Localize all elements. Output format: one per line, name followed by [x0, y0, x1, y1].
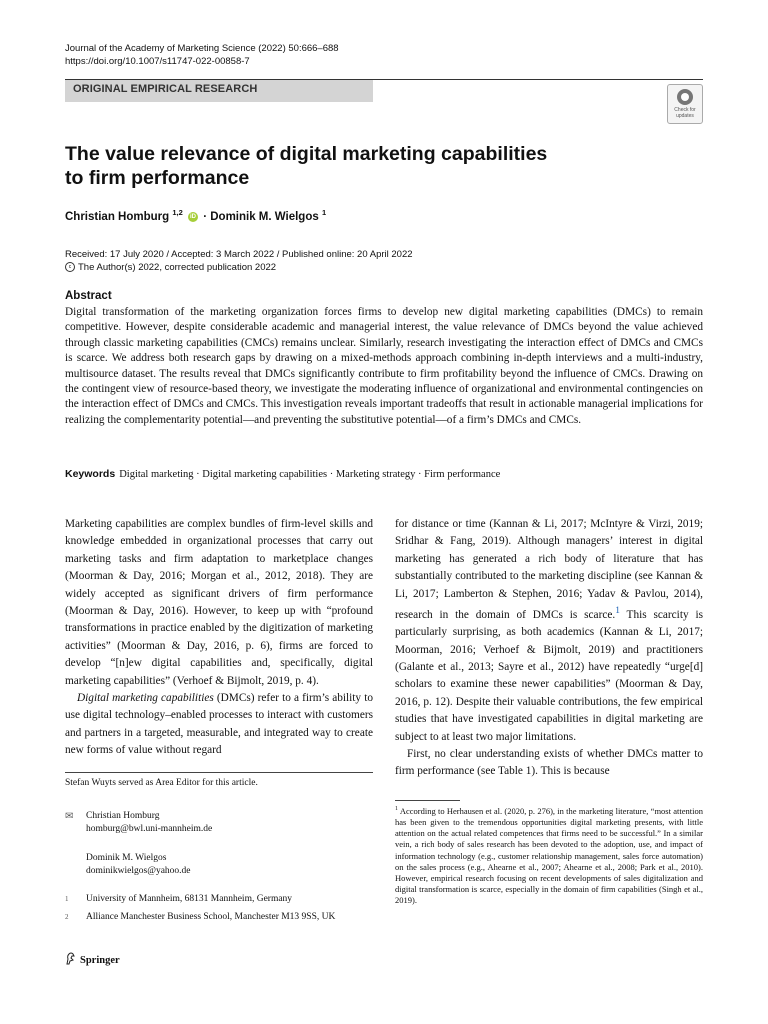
publisher-logo — [65, 952, 120, 966]
body-paragraph: Marketing capabilities are complex bundles of firm-level skills and knowledge embedded in organizational processes that carry out marketing tasks and firm adaptation to marketplace changes (Moorman & Day, 2016; Morgan et al., 2012, 2018). They are widely accepted as significant drivers of firm performance (Moorman & Day, 2016). However, to keep up with “profound transformations in practice enabled by the digitization of marketing activities” (Moorman & Day, 2016, p. 6), firms are forced to develop “[n]ew digital capabilities and, specifically, digital marketing capabilities” (Verhoef & Bijmolt, 2019, p. 4). — [65, 518, 373, 687]
contact-email[interactable]: dominikwielgos@yahoo.de — [86, 866, 191, 876]
springer-horse-icon — [65, 952, 76, 965]
keywords-text: Digital marketing · Digital marketing capabilities · Marketing strategy · Firm performance — [119, 469, 501, 480]
crossmark-label: Check for updates — [674, 107, 696, 119]
body-column-right — [395, 516, 703, 781]
crossmark-button[interactable] — [667, 84, 703, 124]
publication-dates: Received: 17 July 2020 / Accepted: 3 March 2022 / Published online: 20 April 2022 — [65, 249, 413, 260]
contact-details — [86, 810, 212, 836]
body-paragraph — [395, 516, 703, 746]
contact-details — [86, 852, 191, 878]
body-paragraph: First, no clear understanding exists of whether DMCs matter to firm performance (see Table 1). This is because — [395, 748, 703, 778]
area-editor-note: Stefan Wuyts served as Area Editor for this article. — [65, 778, 258, 788]
footnote-text: According to Herhausen et al. (2020, p. 276), in the marketing literature, “most attention has been given to the tremendous opportunities digital marketing presents, with little attention on the actual related competences that firms need to be successful.” In a similar vein, a rich body of sales research has been devoted to the adoption, use, and impact of information technology (e.g., customer relationship management, sales force automation) on the sales process (e.g., Ahearne et al., 2007; Ahearne et al., 2008; Park et al., 2010). However, empirical research focusing on recent developments of sales digitalization and digital transformation is scarce, especially in the domain of firm capabilities (Singh et al., 2019). — [395, 805, 703, 906]
contact-name: Dominik M. Wielgos — [86, 853, 167, 863]
affiliation-text: University of Mannheim, 68131 Mannheim, Germany — [86, 894, 293, 904]
author-affiliation: 1 — [321, 208, 327, 217]
article-title — [65, 142, 625, 190]
affiliation-text: Alliance Manchester Business School, Manchester M13 9SS, UK — [86, 912, 336, 922]
author-name[interactable]: Christian Homburg — [65, 210, 170, 223]
title-line-2: to firm performance — [65, 167, 250, 189]
publisher-name: Springer — [80, 955, 120, 966]
italic-term: Digital marketing capabilities — [77, 692, 214, 705]
footnote-rule — [395, 800, 460, 801]
affiliation-number: 2 — [65, 913, 69, 921]
section-band — [65, 80, 373, 102]
abstract-text: Digital transformation of the marketing organization forces firms to develop new digital marketing capabilities (DMCs) to remain competitive. However, despite considerable academic and managerial interest, the value relevance of DMCs beyond the value achieved through classic marketing capabilities (CMCs) remains unclear. Similarly, research investigating the interaction effect of DMCs and CMCs is scarce. We address both research gaps by drawing on a mixed-methods approach combining in-depth interviews and a multi-industry, multisource dataset. The results reveal that DMCs significantly contribute to firm profitability beyond the influence of CMCs. Drawing on the contingent view of resource-based theory, we investigate the moderating influence of organizational and environmental contingencies on the interaction effect of DMCs and CMCs. This investigation reveals important tradeoffs that result in actionable managerial implications for realizing the complementarity potential—and preventing the substitutive potential—of a firm’s DMCs and CMCs. — [65, 306, 703, 426]
affiliation-number: 1 — [65, 895, 69, 903]
footnote — [395, 804, 703, 907]
contact-email[interactable]: homburg@bwl.uni-mannheim.de — [86, 824, 213, 834]
doi-link[interactable]: https://doi.org/10.1007/s11747-022-00858-7 — [65, 56, 250, 67]
body-text: for distance or time (Kannan & Li, 2017; McIntyre & Virzi, 2019; Sridhar & Fang, 2019). Although managers’ interest in digital marketing has generated a rich body of literature that has substantially contributed to the marketing discipline (see Kannan & Li, 2017; Lamberton & Stephen, 2016; Yadav & Pavlou, 2014), research in the domain of DMCs is scarce. — [395, 518, 703, 621]
publication-info — [65, 248, 413, 274]
copyright-line — [65, 261, 413, 274]
author-separator: · — [203, 210, 208, 223]
author-name[interactable]: Dominik M. Wielgos — [210, 210, 319, 223]
footnote-rule — [65, 772, 373, 773]
body-text: (DMCs) refer to a firm’s ability to use digital technology–enabled processes to interact with customers and partners in a targeted, measurable, and integrated way to create new forms of value without regard — [65, 692, 373, 757]
crossmark-icon — [677, 89, 693, 105]
contact-name: Christian Homburg — [86, 811, 160, 821]
keywords-label: Keywords — [65, 468, 116, 480]
body-paragraph — [65, 690, 373, 760]
footnote-number: 1 — [395, 806, 398, 812]
author-list — [65, 208, 326, 223]
copyright-text: The Author(s) 2022, corrected publication 2022 — [78, 262, 277, 273]
keywords — [65, 468, 500, 480]
copyright-icon: c — [65, 262, 75, 272]
title-line-1: The value relevance of digital marketing capabilities — [65, 143, 548, 165]
orcid-icon[interactable]: iD — [189, 213, 196, 220]
section-label: ORIGINAL EMPIRICAL RESEARCH — [73, 83, 258, 95]
envelope-icon: ✉ — [65, 811, 74, 822]
body-column-left — [65, 516, 373, 760]
author-affiliation: 1,2 — [172, 208, 183, 217]
body-text: This scarcity is particularly surprising, as both academics (Kannan & Li, 2017; Moorman, 2016; Verhoef & Bijmolt, 2019) and practitioners (Galante et al., 2013; Sayre et al., 2012) have repeatedly “urge[d] scholars to examine these newer capabilities” (Moorman & Day, 2016, p. 12). Despite their valuable contributions, the few empirical studies that have investigated capabilities in digital marketing are subject to at least two major limitations. — [395, 608, 703, 743]
footnote-ref[interactable]: 1 — [615, 606, 620, 617]
journal-citation: Journal of the Academy of Marketing Science (2022) 50:666–688 — [65, 43, 339, 54]
abstract-heading: Abstract — [65, 290, 112, 302]
journal-header — [65, 42, 339, 68]
